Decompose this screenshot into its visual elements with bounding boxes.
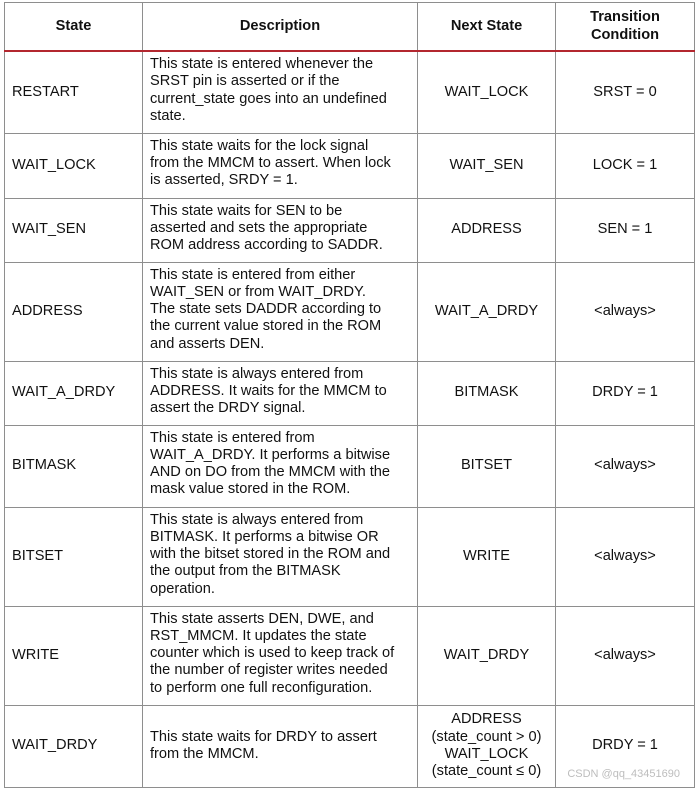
next-state-cell — [418, 507, 556, 606]
description-line: This state is always entered from — [150, 511, 364, 528]
description-cell — [143, 606, 418, 705]
state-cell: WAIT_DRDY — [5, 705, 143, 787]
state-cell: RESTART — [5, 51, 143, 133]
description-cell — [143, 425, 418, 507]
header-condition-line1: Transition — [590, 9, 660, 26]
description-line: This state waits for DRDY to assert — [150, 728, 377, 745]
condition-cell: LOCK = 1 — [556, 133, 695, 198]
header-condition-line2: Condition — [590, 26, 660, 43]
condition-cell: DRDY = 1 — [556, 705, 695, 787]
description-line: This state waits for the lock signal — [150, 137, 369, 154]
next-state-cell — [418, 606, 556, 705]
description-line: assert the DRDY signal. — [150, 400, 306, 417]
next-state-line: BITMASK — [454, 384, 519, 401]
table-row — [5, 262, 695, 361]
description-line: operation. — [150, 580, 215, 597]
description-line: This state waits for SEN to be — [150, 202, 343, 219]
next-state-cell — [418, 51, 556, 133]
next-state-line: ADDRESS — [451, 221, 522, 238]
description-line: current_state goes into an undefined — [150, 90, 387, 107]
table-row — [5, 51, 695, 133]
description-line: is asserted, SRDY = 1. — [150, 172, 298, 189]
description-cell — [143, 262, 418, 361]
condition-cell: <always> — [556, 606, 695, 705]
table-row — [5, 133, 695, 198]
description-line: RST_MMCM. It updates the state — [150, 627, 367, 644]
next-state-cell — [418, 361, 556, 425]
table-row — [5, 425, 695, 507]
description-cell — [143, 51, 418, 133]
next-state-line: ADDRESS — [451, 711, 522, 728]
description-line: This state is always entered from — [150, 365, 364, 382]
description-line: the output from the BITMASK — [150, 563, 341, 580]
state-transition-table — [4, 2, 695, 788]
state-cell: BITMASK — [5, 425, 143, 507]
description-line: This state asserts DEN, DWE, and — [150, 610, 374, 627]
condition-cell: DRDY = 1 — [556, 361, 695, 425]
next-state-line: (state_count ≤ 0) — [431, 763, 542, 780]
description-line: the number of register writes needed — [150, 662, 388, 679]
description-cell — [143, 198, 418, 262]
description-cell — [143, 361, 418, 425]
table-row — [5, 361, 695, 425]
next-state-cell — [418, 425, 556, 507]
state-cell: WAIT_A_DRDY — [5, 361, 143, 425]
description-line: and asserts DEN. — [150, 335, 265, 352]
next-state-line: WAIT_A_DRDY — [434, 302, 539, 319]
next-state-line: WAIT_LOCK — [444, 83, 529, 100]
next-state-line: WRITE — [462, 547, 511, 564]
description-line: AND on DO from the MMCM with the — [150, 464, 391, 481]
state-cell: WAIT_SEN — [5, 198, 143, 262]
next-state-line: (state_count > 0) — [431, 728, 542, 745]
condition-cell: <always> — [556, 262, 695, 361]
description-line: ROM address according to SADDR. — [150, 237, 383, 254]
state-cell: WAIT_LOCK — [5, 133, 143, 198]
description-line: state. — [150, 107, 186, 124]
next-state-cell — [418, 705, 556, 787]
description-line: with the bitset stored in the ROM and — [150, 546, 391, 563]
description-line: WAIT_A_DRDY. It performs a bitwise — [150, 446, 391, 463]
condition-cell: <always> — [556, 507, 695, 606]
description-line: SRST pin is asserted or if the — [150, 73, 340, 90]
state-cell: ADDRESS — [5, 262, 143, 361]
next-state-line: WAIT_DRDY — [443, 646, 530, 663]
header-row — [5, 3, 695, 52]
table-row — [5, 198, 695, 262]
description-line: This state is entered from either — [150, 266, 356, 283]
next-state-cell — [418, 133, 556, 198]
description-line: WAIT_SEN or from WAIT_DRDY. — [150, 283, 366, 300]
condition-cell: SRST = 0 — [556, 51, 695, 133]
state-cell: BITSET — [5, 507, 143, 606]
next-state-line: WAIT_SEN — [449, 156, 524, 173]
description-line: BITMASK. It performs a bitwise OR — [150, 528, 379, 545]
condition-cell: SEN = 1 — [556, 198, 695, 262]
next-state-cell — [418, 198, 556, 262]
condition-cell: <always> — [556, 425, 695, 507]
next-state-line: WAIT_LOCK — [444, 746, 529, 762]
description-line: The state sets DADDR according to — [150, 301, 382, 318]
description-line: mask value stored in the ROM. — [150, 481, 351, 498]
next-state-line: BITSET — [460, 457, 513, 474]
header-description: Description — [143, 3, 418, 52]
description-line: from the MMCM to assert. When lock — [150, 154, 391, 171]
description-line: counter which is used to keep track of — [150, 645, 395, 662]
description-line: This state is entered whenever the — [150, 56, 374, 72]
table-row — [5, 606, 695, 705]
description-line: ADDRESS. It waits for the MMCM to — [150, 382, 387, 399]
description-line: asserted and sets the appropriate — [150, 219, 368, 236]
watermark: CSDN @qq_43451690 — [567, 768, 680, 780]
description-line: This state is entered from — [150, 429, 315, 446]
description-cell — [143, 133, 418, 198]
description-line: from the MMCM. — [150, 746, 259, 762]
description-line: the current value stored in the ROM — [150, 318, 382, 335]
state-cell: WRITE — [5, 606, 143, 705]
header-transition-condition — [556, 3, 695, 52]
description-cell — [143, 705, 418, 787]
header-state: State — [5, 3, 143, 52]
next-state-cell — [418, 262, 556, 361]
table-row — [5, 507, 695, 606]
header-next-state: Next State — [418, 3, 556, 52]
description-line: to perform one full reconfiguration. — [150, 679, 373, 696]
description-cell — [143, 507, 418, 606]
